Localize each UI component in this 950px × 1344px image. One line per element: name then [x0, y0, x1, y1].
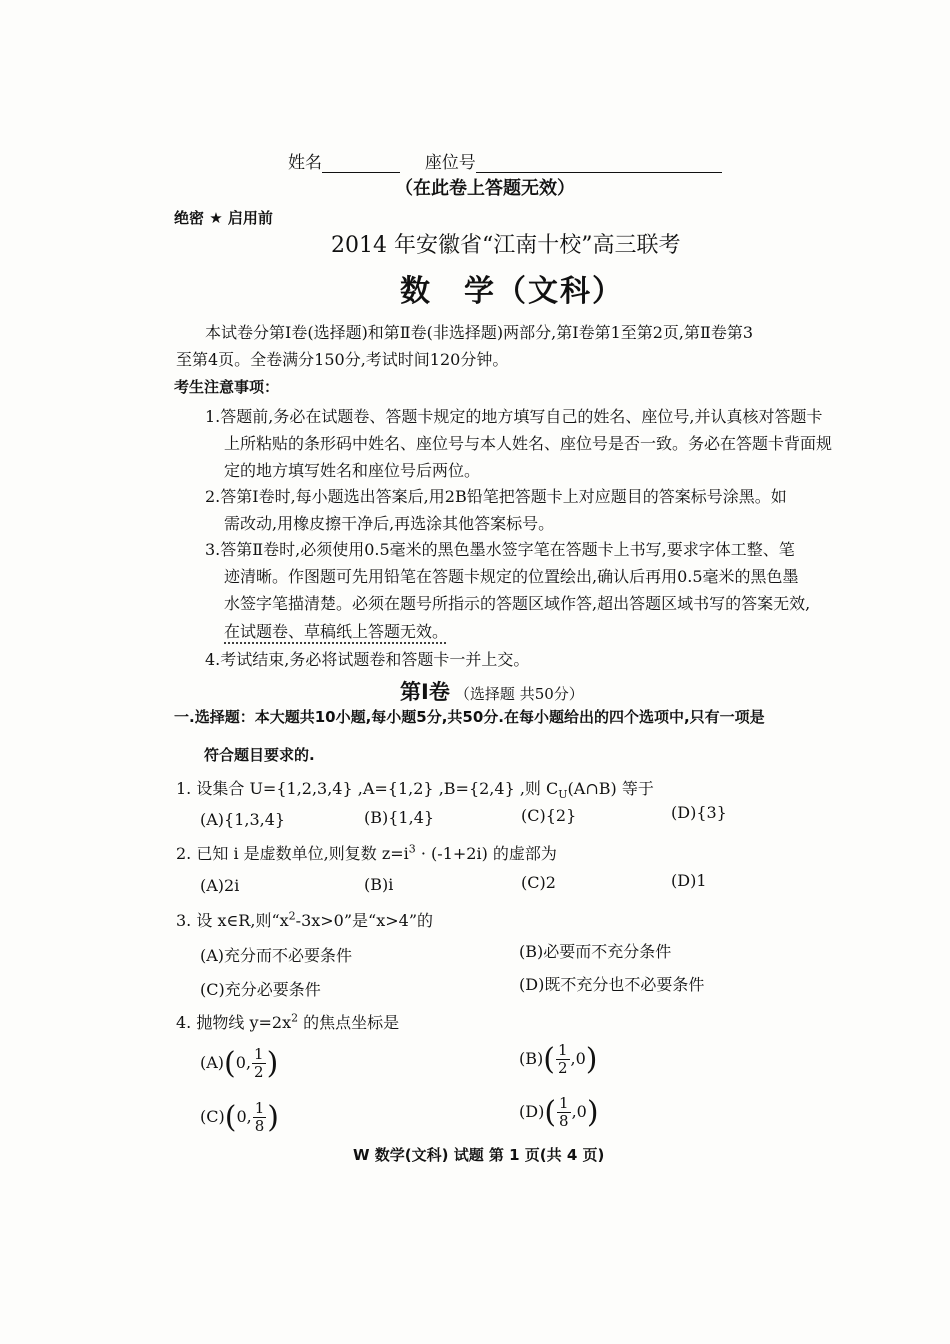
question-2-stem: 2. 已知 i 是虚数单位,则复数 $z=i^3 \cdot (-1+2i)$ 的虚部为	[176, 842, 557, 863]
notice-line: 水签字笔描清楚。必须在题号所指示的答题区域作答,超出答题区域书写的答案无效,	[224, 594, 811, 613]
intro-line-2: 至第4页。全卷满分150分,考试时间120分钟。	[176, 350, 509, 369]
q3-option-d: (D)既不充分也不必要条件	[519, 975, 705, 994]
q4-option-d: (D)( $\frac{1}{8}$ ,0)	[519, 1094, 599, 1130]
intro-line-1: 本试卷分第Ⅰ卷(选择题)和第Ⅱ卷(非选择题)两部分,第Ⅰ卷第1至第2页,第Ⅱ卷第3	[205, 323, 754, 342]
section-instructions-2: 符合题目要求的.	[204, 746, 315, 764]
notice-line: 2.答第Ⅰ卷时,每小题选出答案后,用2B铅笔把答题卡上对应题目的答案标号涂黑。如	[205, 487, 787, 506]
q2-option-b: (B)i	[364, 875, 394, 894]
question-3-stem: 3. 设 x∈R,则“$x^2-3x>0$”是“x>4”的	[176, 909, 434, 930]
q1-option-c: (C){2}	[521, 806, 577, 825]
notice-line: 需改动,用橡皮擦干净后,再选涂其他答案标号。	[224, 514, 555, 533]
q3-option-a: (A)充分而不必要条件	[200, 946, 353, 965]
exam-title: 2014 年安徽省“江南十校”高三联考	[331, 233, 681, 258]
page-footer: W 数学(文科) 试题 第 1 页(共 4 页)	[353, 1146, 605, 1164]
q2-option-a: (A)2i	[200, 876, 240, 895]
notice-line: 迹清晰。作图题可先用铅笔在答题卡规定的位置绘出,确认后再用0.5毫米的黑色墨	[224, 567, 799, 586]
q4-option-a: (A)(0, $\frac{1}{2}$ )	[200, 1045, 279, 1081]
name-blank	[322, 156, 400, 173]
q1-option-a: (A){1,3,4}	[200, 810, 286, 829]
q2-option-d: (D)1	[671, 871, 707, 890]
secret-label: 绝密 ★ 启用前	[174, 209, 273, 227]
q4-option-b: (B)( $\frac{1}{2}$ ,0)	[519, 1041, 598, 1077]
q3-option-c: (C)充分必要条件	[200, 980, 321, 999]
question-4-stem: 4. 抛物线 $y=2x^2$ 的焦点坐标是	[176, 1011, 400, 1032]
notice-heading: 考生注意事项：	[174, 378, 280, 396]
seat-label: 座位号	[424, 153, 476, 173]
notice-line: 3.答第Ⅱ卷时,必须使用0.5毫米的黑色墨水签字笔在答题卡上书写,要求字体工整、笔	[205, 540, 795, 559]
invalid-note: （在此卷上答题无效）	[395, 178, 575, 199]
name-label: 姓名	[288, 153, 322, 173]
section-instructions-1: 一.选择题：本大题共10小题,每小题5分,共50分.在每小题给出的四个选项中,只有一项是	[174, 708, 765, 726]
q1-option-b: (B){1,4}	[364, 808, 435, 827]
q3-option-b: (B)必要而不充分条件	[519, 942, 672, 961]
q2-option-c: (C)2	[521, 873, 556, 892]
question-1-stem: 1. 设集合 U={1,2,3,4} ,A={1,2} ,B={2,4} ,则 $C_U(A\cap B)$ 等于	[176, 779, 654, 802]
notice-line: 定的地方填写姓名和座位号后两位。	[224, 461, 481, 480]
q1-option-d: (D){3}	[671, 803, 727, 822]
q4-option-c: (C)(0, $\frac{1}{8}$ )	[200, 1099, 279, 1135]
notice-line: 上所粘贴的条形码中姓名、座位号与本人姓名、座位号是否一致。务必在答题卡背面规	[224, 434, 833, 453]
notice-line: 4.考试结束,务必将试题卷和答题卡一并上交。	[205, 650, 530, 669]
notice-line: 1.答题前,务必在试题卷、答题卡规定的地方填写自己的姓名、座位号,并认真核对答题卡	[205, 407, 823, 426]
subject-title: 数 学（文科）	[400, 274, 624, 309]
part1-heading	[400, 676, 584, 706]
part1-title: 第Ⅰ卷	[400, 680, 450, 704]
seat-blank	[476, 156, 722, 173]
notice-line: 在试题卷、草稿纸上答题无效。	[224, 622, 449, 641]
name-field	[288, 148, 722, 173]
part1-subtitle: （选择题 共50分）	[454, 685, 584, 703]
